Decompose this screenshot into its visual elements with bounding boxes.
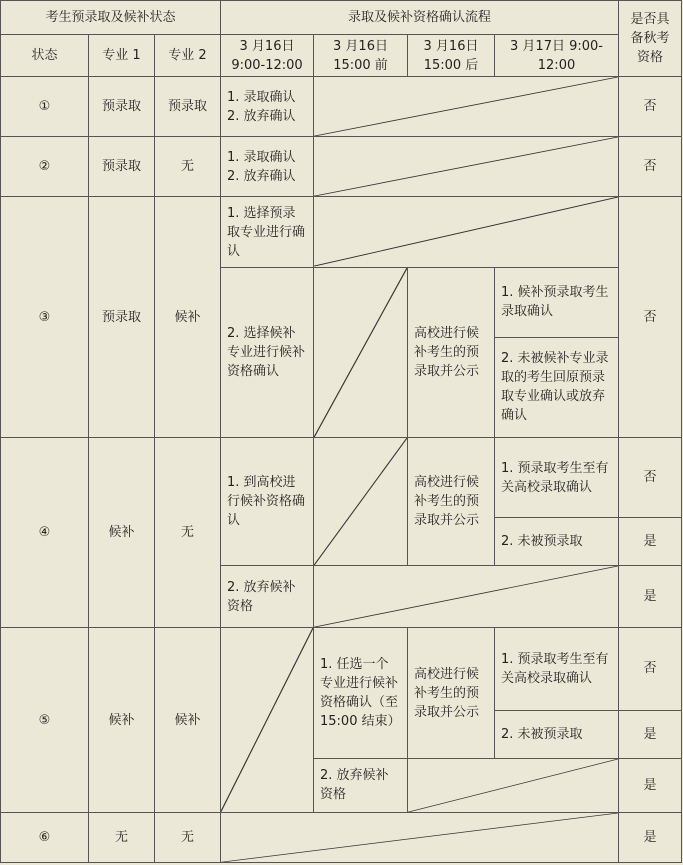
empty-diagonal-cell <box>314 267 408 437</box>
step-cell: 1. 录取确认 2. 放弃确认 <box>221 77 314 137</box>
major2-cell: 预录取 <box>155 77 221 137</box>
major2-cell: 候补 <box>155 197 221 438</box>
qualified-cell: 是 <box>619 758 682 812</box>
header-status: 状态 <box>1 35 89 77</box>
major1-cell: 预录取 <box>89 137 155 197</box>
empty-diagonal-cell <box>314 197 619 267</box>
header-major1: 专业 1 <box>89 35 155 77</box>
header-date1: 3 月16日 9:00-12:00 <box>221 35 314 77</box>
header-major2: 专业 2 <box>155 35 221 77</box>
step-cell: 1. 录取确认 2. 放弃确认 <box>221 137 314 197</box>
qualified-cell: 是 <box>619 710 682 758</box>
status-cell: ① <box>1 77 89 137</box>
header-date3: 3 月16日 15:00 后 <box>408 35 495 77</box>
school-process-cell: 高校进行候补考生的预录取并公示 <box>408 437 495 565</box>
major1-cell: 预录取 <box>89 77 155 137</box>
status-cell: ④ <box>1 437 89 627</box>
major2-cell: 候补 <box>155 628 221 812</box>
major2-cell: 无 <box>155 812 221 862</box>
step-cell: 1. 到高校进行候补资格确认 <box>221 437 314 565</box>
major1-cell: 候补 <box>89 628 155 812</box>
empty-diagonal-cell <box>314 566 619 628</box>
outcome-cell: 2. 未被预录取 <box>495 710 619 758</box>
step-cell: 2. 放弃候补资格 <box>314 758 408 812</box>
major1-cell: 无 <box>89 812 155 862</box>
qualified-cell: 是 <box>619 812 682 862</box>
qualified-cell: 否 <box>619 437 682 517</box>
status-cell: ⑥ <box>1 812 89 862</box>
qualified-cell: 否 <box>619 137 682 197</box>
qualified-cell: 否 <box>619 628 682 710</box>
qualified-cell: 是 <box>619 566 682 628</box>
outcome-cell: 1. 预录取考生至有关高校录取确认 <box>495 628 619 710</box>
major1-cell: 候补 <box>89 437 155 627</box>
qualified-cell: 否 <box>619 77 682 137</box>
step-cell: 2. 选择候补专业进行候补资格确认 <box>221 267 314 437</box>
outcome-cell: 1. 预录取考生至有关高校录取确认 <box>495 437 619 517</box>
school-process-cell: 高校进行候补考生的预录取并公示 <box>408 628 495 758</box>
header-qualified: 是否具备秋考资格 <box>619 1 682 77</box>
empty-diagonal-cell <box>314 137 619 197</box>
outcome-cell: 2. 未被候补专业录取的考生回原预录取专业确认或放弃确认 <box>495 337 619 437</box>
major2-cell: 无 <box>155 437 221 627</box>
status-cell: ② <box>1 137 89 197</box>
status-cell: ⑤ <box>1 628 89 812</box>
header-flow-group: 录取及候补资格确认流程 <box>221 1 619 35</box>
empty-diagonal-cell <box>221 812 619 862</box>
header-date4: 3 月17日 9:00-12:00 <box>495 35 619 77</box>
major2-cell: 无 <box>155 137 221 197</box>
qualified-cell: 否 <box>619 197 682 438</box>
outcome-cell: 2. 未被预录取 <box>495 518 619 566</box>
empty-diagonal-cell <box>314 77 619 137</box>
empty-diagonal-cell <box>221 628 314 812</box>
step-cell: 2. 放弃候补资格 <box>221 566 314 628</box>
empty-diagonal-cell <box>314 437 408 565</box>
school-process-cell: 高校进行候补考生的预录取并公示 <box>408 267 495 437</box>
major1-cell: 预录取 <box>89 197 155 438</box>
step-cell: 1. 选择预录取专业进行确认 <box>221 197 314 267</box>
qualified-cell: 是 <box>619 518 682 566</box>
status-cell: ③ <box>1 197 89 438</box>
header-status-group: 考生预录取及候补状态 <box>1 1 221 35</box>
outcome-cell: 1. 候补预录取考生录取确认 <box>495 267 619 337</box>
empty-diagonal-cell <box>408 758 619 812</box>
header-date2: 3 月16日 15:00 前 <box>314 35 408 77</box>
step-cell: 1. 任选一个专业进行候补资格确认（至 15:00 结束） <box>314 628 408 758</box>
